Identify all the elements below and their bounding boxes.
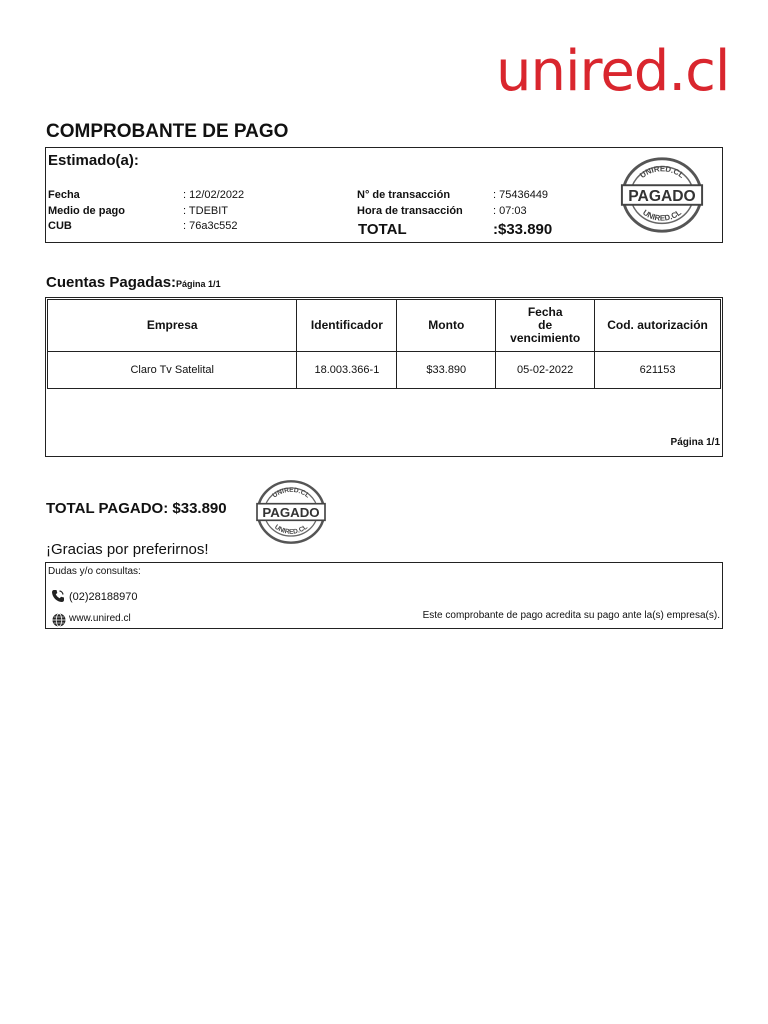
- cuentas-table: [47, 299, 721, 389]
- page-title: COMPROBANTE DE PAGO: [46, 121, 289, 142]
- total-pagado: TOTAL PAGADO: $33.890: [46, 500, 227, 517]
- cell-identificador: 18.003.366-1: [297, 352, 397, 389]
- header-cod-autorizacion: Cod. autorización: [595, 300, 721, 352]
- svg-text:PAGADO: PAGADO: [628, 187, 696, 205]
- transaccion-value: : 75436449: [493, 189, 549, 201]
- phone-icon: [51, 589, 65, 603]
- contact-web[interactable]: www.unired.cl: [69, 613, 131, 624]
- table-page-number: Página 1/1: [670, 437, 720, 448]
- cell-cod: 621153: [595, 352, 721, 389]
- table-row: [48, 352, 721, 389]
- cuentas-page: Página 1/1: [176, 279, 221, 289]
- cub-value: : 76a3c552: [183, 220, 238, 232]
- contact-note: Este comprobante de pago acredita su pago ante la(s) empresa(s).: [422, 610, 720, 621]
- cell-monto: $33.890: [397, 352, 496, 389]
- pagado-stamp-small: [247, 478, 335, 546]
- cuentas-title: Cuentas Pagadas:: [46, 274, 177, 291]
- header-monto: Monto: [397, 300, 496, 352]
- contact-title: Dudas y/o consultas:: [48, 566, 141, 577]
- cell-fecha: 05-02-2022: [496, 352, 595, 389]
- transaccion-label: N° de transacción: [357, 189, 451, 201]
- pagado-stamp: [618, 154, 706, 236]
- svg-text:UNIRED.CL: UNIRED.CL: [273, 523, 309, 536]
- globe-icon: [52, 613, 66, 627]
- cub-label: CUB: [48, 220, 72, 232]
- total-value: :$33.890: [493, 221, 553, 238]
- total-label: TOTAL: [358, 221, 407, 238]
- svg-text:UNIRED.CL: UNIRED.CL: [271, 486, 311, 500]
- cell-empresa: Claro Tv Satelital: [48, 352, 297, 389]
- greeting: Estimado(a):: [48, 152, 139, 169]
- header-empresa: Empresa: [48, 300, 297, 352]
- fecha-label: Fecha: [48, 189, 80, 201]
- contact-phone: (02)28188970: [69, 591, 138, 603]
- hora-label: Hora de transacción: [357, 205, 463, 217]
- header-identificador: Identificador: [297, 300, 397, 352]
- hora-value: : 07:03: [493, 205, 527, 217]
- cuentas-heading: [46, 274, 221, 291]
- medio-value: : TDEBIT: [183, 205, 229, 217]
- svg-text:UNIRED.CL: UNIRED.CL: [641, 207, 683, 223]
- svg-text:UNIRED.CL: UNIRED.CL: [638, 164, 686, 180]
- svg-text:PAGADO: PAGADO: [262, 504, 320, 520]
- medio-label: Medio de pago: [48, 205, 125, 217]
- fecha-value: : 12/02/2022: [183, 189, 245, 201]
- unired-logo: unired.cl: [496, 39, 730, 104]
- header-fecha-vencimiento: Fecha de vencimiento: [496, 300, 595, 352]
- thank-you-text: ¡Gracias por preferirnos!: [46, 541, 209, 558]
